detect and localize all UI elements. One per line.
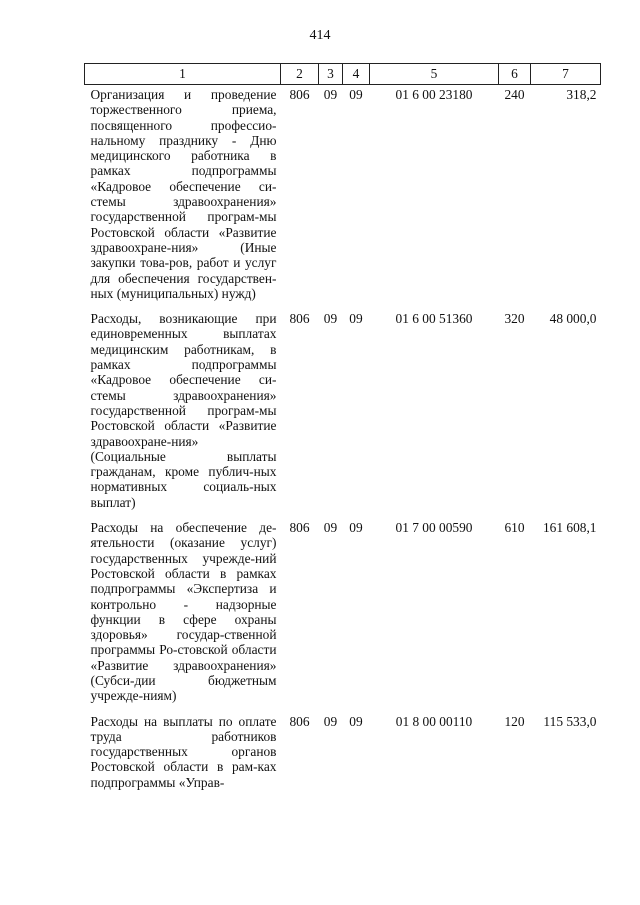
table-row: [85, 309, 601, 518]
section-code: 09: [323, 311, 338, 327]
target-article-code: 01 8 00 00110: [395, 713, 473, 729]
subsection-code: 09: [349, 311, 363, 327]
ministry-code: 806: [289, 311, 310, 327]
expense-type-code: 240: [504, 87, 525, 102]
expense-description: Расходы на обеспечение де-ятельности (оказание услуг) государственных учрежде-ний Ростовской области в рамках подпрограммы «Экспертиза и контрольно - надзорные функции в сфере охраны здоровья» государ-ственной программы Ро-стовской области «Развитие здравоохранения» (Субси-дии бюджетным учрежде-ниям): [90, 520, 277, 704]
budget-table: [84, 63, 601, 798]
target-article-code: 01 7 00 00590: [395, 520, 473, 536]
expense-type-code: 120: [504, 713, 525, 729]
column-header: 2: [281, 64, 319, 85]
header-row: [85, 64, 601, 85]
expense-type-code: 320: [504, 311, 525, 327]
column-header: 5: [370, 64, 499, 85]
table-row: [85, 518, 601, 712]
page-number: 414: [309, 28, 331, 43]
amount: 161 608,1: [542, 520, 597, 536]
column-header: 7: [531, 64, 601, 85]
expense-type-code: 610: [504, 520, 525, 536]
section-code: 09: [323, 713, 338, 729]
amount: 48 000,0: [549, 311, 597, 327]
column-header: 1: [85, 64, 281, 85]
expense-description: Расходы на выплаты по оплате труда работников государственных органов Ростовской области в рам-ках подпрограммы «Управ-: [90, 713, 277, 790]
section-code: 09: [323, 520, 338, 536]
subsection-code: 09: [349, 520, 363, 536]
amount: 318,2: [566, 87, 597, 102]
column-header: 6: [499, 64, 531, 85]
ministry-code: 806: [289, 87, 310, 102]
table-row: [85, 712, 601, 798]
target-article-code: 01 6 00 51360: [395, 311, 473, 327]
ministry-code: 806: [289, 713, 310, 729]
column-header: 3: [319, 64, 343, 85]
amount: 115 533,0: [543, 713, 597, 729]
expense-description: Организация и проведение торжественного приема, посвященного профессио-нальному празднику - Дню медицинского работника в рамках подпрограммы «Кадровое обеспечение си-стемы здравоохранения» государственной програм-мы Ростовской области «Развитие здравоохране-ния» (Иные закупки това-ров, работ и услуг для обеспечения государствен-ных (муниципальных) нужд): [90, 87, 277, 301]
table-row: [85, 85, 601, 310]
column-header: 4: [343, 64, 370, 85]
ministry-code: 806: [289, 520, 310, 536]
section-code: 09: [323, 87, 338, 102]
subsection-code: 09: [349, 87, 363, 102]
expense-description: Расходы, возникающие при единовременных выплатах медицинским работникам, в рамках подпрограммы «Кадровое обеспечение си-стемы здравоохранения» государственной програм-мы Ростовской области «Развитие здравоохране-ния» (Социальные выплаты гражданам, кроме публич-ных нормативных социаль-ных выплат): [90, 311, 277, 510]
target-article-code: 01 6 00 23180: [395, 87, 473, 102]
subsection-code: 09: [349, 713, 363, 729]
